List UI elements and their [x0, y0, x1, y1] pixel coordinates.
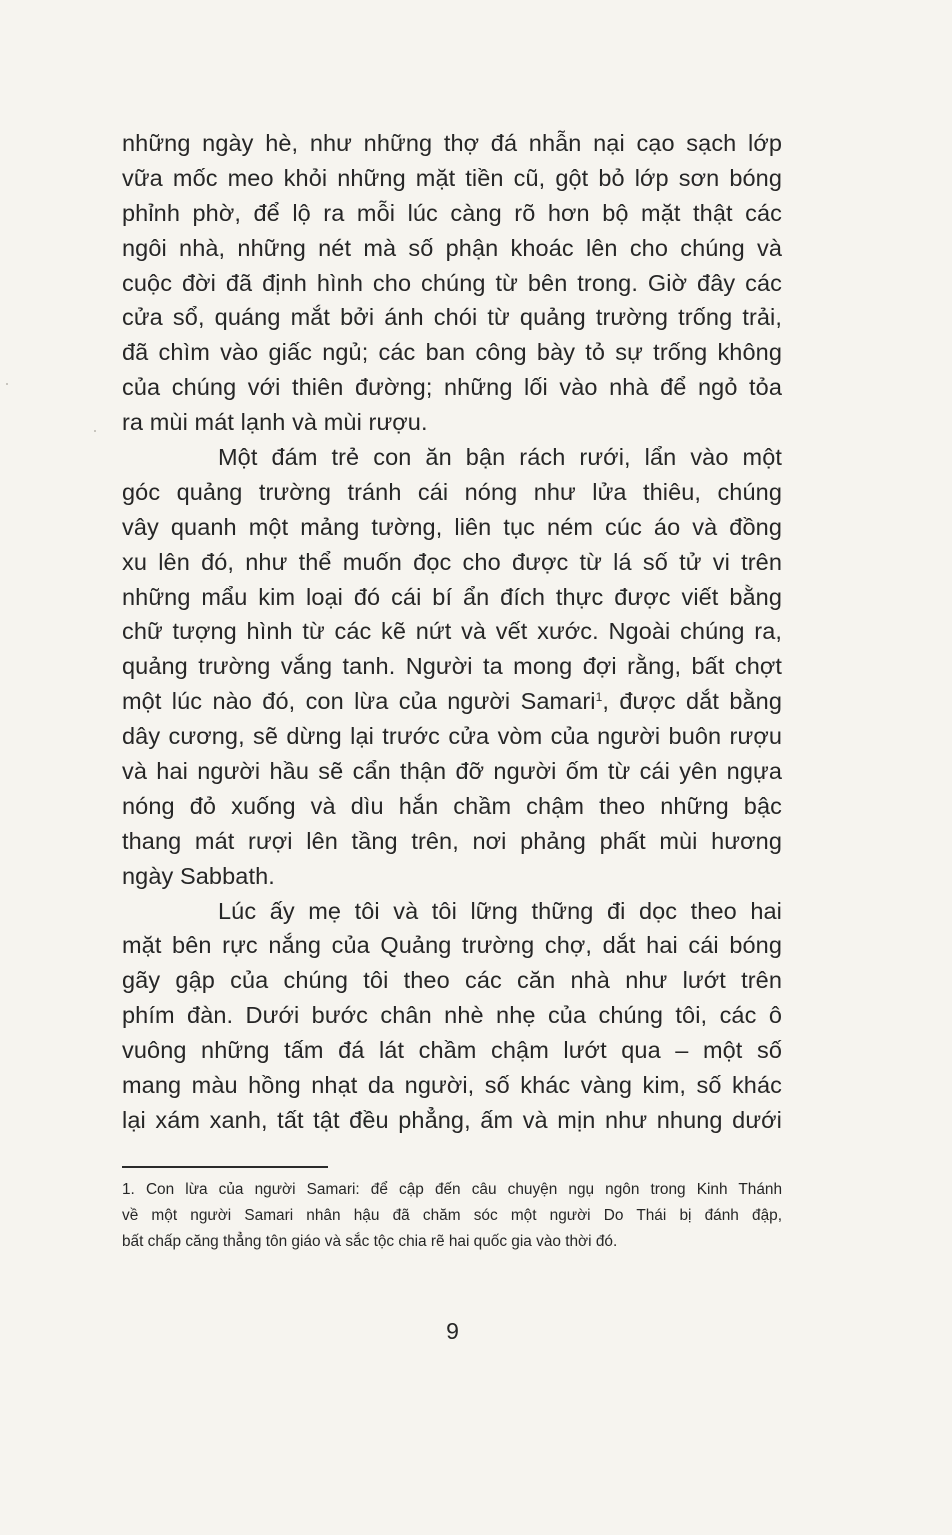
- body-text: [122, 126, 782, 1138]
- text-line: gãy gập của chúng tôi theo các căn nhà như lướt trên: [122, 967, 782, 994]
- text-line: dây cương, sẽ dừng lại trước cửa vòm của người buôn rượu: [122, 723, 782, 750]
- footnote-line: về một người Samari nhân hậu đã chăm sóc một người Do Thái bị đánh đập,: [122, 1207, 782, 1224]
- text-line: vữa mốc meo khỏi những mặt tiền cũ, gột bỏ lớp sơn bóng: [122, 164, 782, 191]
- paper-speck: [94, 430, 96, 432]
- text-line: của chúng với thiên đường; những lối vào nhà để ngỏ tỏa: [122, 374, 782, 401]
- footnote-line: bất chấp căng thẳng tôn giáo và sắc tộc chia rẽ hai quốc gia vào thời đó.: [122, 1233, 618, 1250]
- text-line: lại xám xanh, tất tật đều phẳng, ấm và mịn như nhung dưới: [122, 1106, 782, 1133]
- page-number: 9: [446, 1318, 459, 1344]
- text-line: những ngày hè, như những thợ đá nhẫn nại cạo sạch lớp: [122, 130, 782, 156]
- text-line: góc quảng trường tránh cái nóng như lửa thiêu, chúng: [122, 478, 782, 505]
- text-line: đã chìm vào giấc ngủ; các ban công bày tỏ sự trống không: [122, 339, 782, 366]
- paragraph-1: [122, 126, 782, 440]
- line-text-rest: , được dắt bằng: [602, 688, 782, 715]
- text-line: Lúc ấy mẹ tôi và tôi lững thững đi dọc theo hai: [218, 897, 782, 924]
- paper-speck: [6, 383, 8, 385]
- text-line: ra mùi mát lạnh và mùi rượu.: [122, 409, 428, 436]
- footnote-line: 1. Con lừa của người Samari: để cập đến câu chuyện ngụ ngôn trong Kinh Thánh: [122, 1181, 782, 1198]
- text-line: ngày Sabbath.: [122, 862, 275, 889]
- text-line: xu lên đó, như thể muốn đọc cho được từ lá số tử vi trên: [122, 548, 782, 575]
- text-line: ngôi nhà, những nét mà số phận khoác lên cho chúng và: [122, 234, 782, 261]
- text-line: nóng đỏ xuống và dìu hắn chầm chậm theo những bậc: [122, 792, 782, 819]
- text-line: vây quanh một mảng tường, liên tục ném cúc áo và đồng: [122, 513, 782, 540]
- footnote-ref[interactable]: 1: [595, 690, 603, 705]
- text-line-with-footnote-ref: [122, 684, 782, 719]
- text-line: phỉnh phờ, để lộ ra mỗi lúc càng rõ hơn bộ mặt thật các: [122, 199, 782, 226]
- text-line: những mẩu kim loại đó cái bí ẩn đích thực được viết bằng: [122, 583, 782, 610]
- text-line: thang mát rượi lên tầng trên, nơi phảng phất mùi hương: [122, 827, 782, 854]
- text-line: vuông những tấm đá lát chầm chậm lướt qua – một số: [122, 1037, 782, 1064]
- text-line: cuộc đời đã định hình cho chúng từ bên trong. Giờ đây các: [122, 269, 782, 296]
- paragraph-3: [122, 894, 782, 1138]
- text-line: phím đàn. Dưới bước chân nhè nhẹ của chúng tôi, các ô: [122, 1002, 782, 1029]
- footnote: [122, 1177, 782, 1255]
- footnote-divider: [122, 1166, 328, 1168]
- text-line: cửa sổ, quáng mắt bởi ánh chói từ quảng trường trống trải,: [122, 304, 782, 331]
- text-line: Một đám trẻ con ăn bận rách rưới, lẩn vào một: [218, 444, 782, 471]
- paragraph-2: [122, 440, 782, 894]
- text-line: mang màu hồng nhạt da người, số khác vàng kim, số khác: [122, 1072, 782, 1099]
- text-line: mặt bên rực nắng của Quảng trường chợ, dắt hai cái bóng: [122, 932, 782, 959]
- text-line: chữ tượng hình từ các kẽ nứt và vết xước. Ngoài chúng ra,: [122, 618, 782, 645]
- line-text: một lúc nào đó, con lừa của người Samari: [122, 688, 596, 715]
- text-line: và hai người hầu sẽ cẩn thận đỡ người ốm từ cái yên ngựa: [122, 758, 782, 785]
- text-line: quảng trường vắng tanh. Người ta mong đợi rằng, bất chợt: [122, 653, 782, 680]
